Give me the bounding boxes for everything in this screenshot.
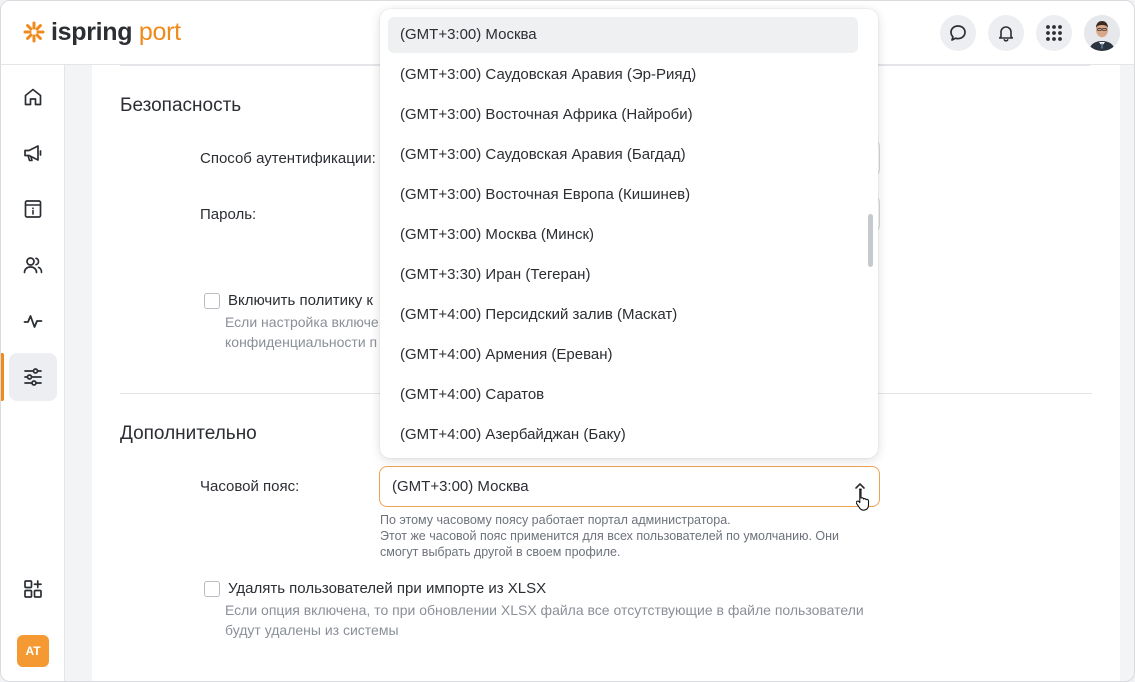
timezone-option[interactable]: (GMT+3:00) Саудовская Аравия (Эр-Рияд) xyxy=(400,66,697,83)
sidebar-item-users[interactable] xyxy=(9,241,57,289)
sidebar-item-info[interactable] xyxy=(9,185,57,233)
delete-users-hint-1: Если опция включена, то при обновлении XLSX файла все отсутствующие в файле пользователи xyxy=(225,602,864,618)
sidebar xyxy=(1,65,65,682)
timezone-option[interactable]: (GMT+3:00) Саудовская Аравия (Багдад) xyxy=(400,146,686,163)
timezone-label: Часовой пояс: xyxy=(200,478,300,495)
timezone-hint-2: Этот же часовой пояс применится для всех пользователей по умолчанию. Они xyxy=(380,529,840,543)
user-avatar[interactable] xyxy=(1084,15,1120,51)
dropdown-scrollbar[interactable] xyxy=(868,214,873,267)
user-initials-badge[interactable]: AT xyxy=(17,635,49,667)
chat-icon[interactable] xyxy=(940,15,976,51)
timezone-option[interactable]: (GMT+4:00) Персидский залив (Маскат) xyxy=(400,306,678,323)
timezone-option[interactable]: (GMT+3:00) Москва (Минск) xyxy=(400,226,595,243)
auth-method-label: Способ аутентификации: xyxy=(200,150,376,167)
bell-icon[interactable] xyxy=(988,15,1024,51)
sidebar-item-activity[interactable] xyxy=(9,297,57,345)
privacy-policy-checkbox[interactable] xyxy=(204,293,220,309)
sidebar-item-announcements[interactable] xyxy=(9,129,57,177)
activity-icon xyxy=(22,310,44,332)
timezone-dropdown xyxy=(380,9,878,458)
settings-sliders-icon xyxy=(22,366,44,388)
users-icon xyxy=(22,254,44,276)
delete-users-label: Удалять пользователей при импорте из XLSX xyxy=(228,580,547,597)
privacy-policy-label: Включить политику к xyxy=(228,292,373,309)
home-icon xyxy=(22,86,44,108)
timezone-option[interactable]: (GMT+3:00) Восточная Африка (Найроби) xyxy=(400,106,693,123)
add-widget-icon xyxy=(22,578,44,600)
sidebar-item-settings[interactable] xyxy=(9,353,57,401)
privacy-policy-hint-1: Если настройка включе xyxy=(225,314,379,330)
timezone-option[interactable]: (GMT+4:00) Азербайджан (Баку) xyxy=(400,426,626,443)
delete-users-checkbox[interactable] xyxy=(204,581,220,597)
delete-users-hint-2: будут удалены из системы xyxy=(225,622,399,638)
timezone-option[interactable]: (GMT+4:00) Армения (Ереван) xyxy=(400,346,613,363)
timezone-hint-3: смогут выбрать другой в своем профиле. xyxy=(380,545,621,559)
sidebar-item-home[interactable] xyxy=(9,73,57,121)
megaphone-icon xyxy=(22,142,44,164)
password-label: Пароль: xyxy=(200,206,257,223)
timezone-select-value: (GMT+3:00) Москва xyxy=(392,478,529,495)
timezone-select[interactable] xyxy=(379,466,880,507)
logo-text: ispring port xyxy=(51,18,181,46)
info-book-icon xyxy=(22,198,44,220)
privacy-policy-hint-2: конфиденциальности п xyxy=(225,334,378,350)
timezone-option[interactable]: (GMT+3:30) Иран (Тегеран) xyxy=(400,266,591,283)
timezone-hint-1: По этому часовому поясу работает портал администратора. xyxy=(380,513,731,527)
additional-section-title: Дополнительно xyxy=(120,423,257,444)
apps-grid-icon[interactable] xyxy=(1036,15,1072,51)
timezone-option[interactable]: (GMT+3:00) Москва xyxy=(388,17,858,53)
sidebar-add-widget[interactable] xyxy=(9,565,57,613)
logo-burst-icon xyxy=(23,21,45,43)
timezone-option[interactable]: (GMT+3:00) Восточная Европа (Кишинев) xyxy=(400,186,691,203)
timezone-option[interactable]: (GMT+4:00) Саратов xyxy=(400,386,545,403)
security-section-title: Безопасность xyxy=(120,95,242,116)
ispring-port-logo[interactable] xyxy=(23,18,181,46)
hand-cursor-icon xyxy=(856,487,874,511)
